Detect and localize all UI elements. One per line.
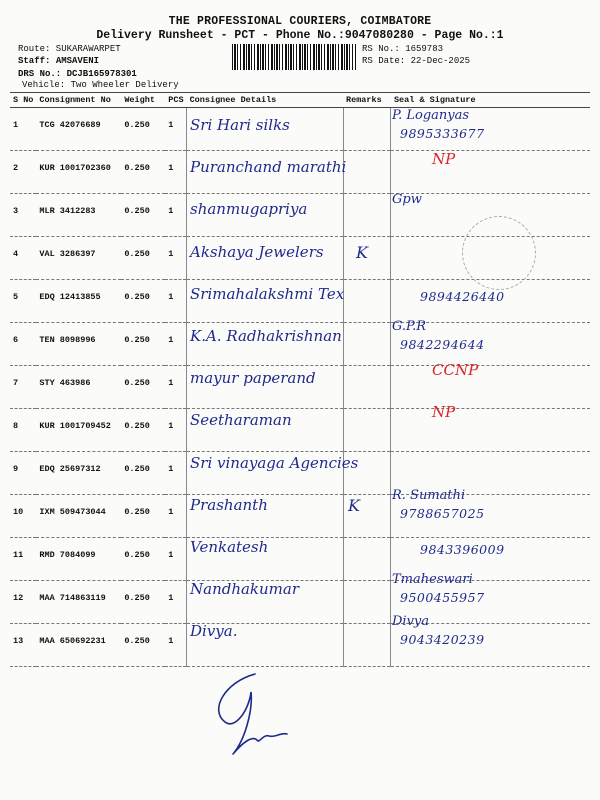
- weight-value: 0.250: [121, 366, 165, 409]
- pcs-value: 1: [165, 495, 186, 538]
- handwritten-signature: CCNP: [432, 361, 479, 380]
- handwritten-phone: 9843396009: [420, 542, 505, 557]
- row-sno: 6: [10, 323, 36, 366]
- col-weight-header: Weight: [121, 93, 165, 108]
- weight-value: 0.250: [121, 495, 165, 538]
- handwritten-signature: NP: [432, 150, 456, 169]
- row-sno: 7: [10, 366, 36, 409]
- handwritten-consignee: Sri Hari silks: [190, 116, 290, 134]
- row-sno: 10: [10, 495, 36, 538]
- handwritten-signature: P. Loganyas: [392, 108, 470, 123]
- col-pcs-header: PCS: [165, 93, 186, 108]
- handwritten-consignee: K.A. Radhakrishnan: [190, 327, 342, 345]
- consignment-number: KUR 1001702360: [36, 151, 121, 194]
- remarks-cell: [343, 323, 391, 366]
- handwritten-signature: NP: [432, 403, 456, 422]
- rs-date: RS Date: 22-Dec-2025: [362, 56, 471, 66]
- pcs-value: 1: [165, 452, 186, 495]
- remarks-cell: [343, 194, 391, 237]
- seal-stamp: [462, 216, 536, 290]
- consignment-number: EDQ 25697312: [36, 452, 121, 495]
- row-sno: 3: [10, 194, 36, 237]
- pcs-value: 1: [165, 366, 186, 409]
- handwritten-phone: 9500455957: [400, 590, 485, 606]
- row-sno: 2: [10, 151, 36, 194]
- weight-value: 0.250: [121, 323, 165, 366]
- weight-value: 0.250: [121, 237, 165, 280]
- handwritten-phone: 9788657025: [400, 505, 485, 521]
- pcs-value: 1: [165, 237, 186, 280]
- col-remarks-header: Remarks: [343, 93, 391, 108]
- consignment-number: MAA 714863119: [36, 581, 121, 624]
- remark-mark: K: [348, 495, 360, 515]
- table-header-row: [10, 93, 590, 108]
- row-sno: 1: [10, 108, 36, 151]
- consignment-number: MLR 3412283: [36, 194, 121, 237]
- pcs-value: 1: [165, 323, 186, 366]
- barcode: [232, 44, 356, 70]
- remark-mark: K: [356, 242, 368, 262]
- remarks-cell: [343, 280, 391, 323]
- remarks-cell: [343, 624, 391, 667]
- table-row: [10, 108, 590, 151]
- col-consignee-header: Consignee Details: [187, 93, 343, 108]
- handwritten-consignee: Puranchand marathi: [190, 158, 347, 177]
- staff-name: AMSAVENI: [55, 56, 100, 66]
- handwritten-consignee: Sri vinayaga Agencies: [190, 453, 359, 472]
- handwritten-signature: Divya: [392, 614, 430, 630]
- row-sno: 13: [10, 624, 36, 667]
- remarks-cell: [343, 538, 391, 581]
- handwritten-consignee: Srimahalakshmi Tex: [190, 284, 345, 303]
- consignment-number: STY 463986: [36, 366, 121, 409]
- row-sno: 12: [10, 581, 36, 624]
- remarks-cell: [343, 151, 391, 194]
- weight-value: 0.250: [121, 151, 165, 194]
- pcs-value: 1: [165, 409, 186, 452]
- col-consignment-header: Consignment No: [36, 93, 121, 108]
- consignment-number: EDQ 12413855: [36, 280, 121, 323]
- weight-value: 0.250: [121, 538, 165, 581]
- remarks-cell: [343, 108, 391, 151]
- remarks-cell: [343, 581, 391, 624]
- consignment-number: TEN 8098996: [36, 323, 121, 366]
- handwritten-signature: R. Sumathi: [392, 487, 466, 503]
- table-row: [10, 495, 590, 538]
- handwritten-consignee: Divya.: [190, 622, 238, 641]
- vehicle-info: Vehicle: Two Wheeler Delivery: [22, 80, 179, 90]
- handwritten-signature: Gpw: [392, 192, 422, 208]
- table-row: [10, 581, 590, 624]
- weight-value: 0.250: [121, 280, 165, 323]
- document-subtitle: Delivery Runsheet - PCT - Phone No.:9047080280 - Page No.:1: [96, 29, 504, 42]
- table-row: [10, 624, 590, 667]
- drs-number: DRS No.: DCJB165978301: [18, 69, 137, 79]
- handwritten-consignee: Venkatesh: [190, 538, 269, 556]
- staff-label: Staff:: [18, 56, 51, 66]
- row-sno: 11: [10, 538, 36, 581]
- handwritten-phone: 9043420239: [400, 632, 485, 648]
- rs-number: RS No.: 1659783: [362, 44, 444, 54]
- consignment-number: VAL 3286397: [36, 237, 121, 280]
- seal-signature-cell: [391, 366, 590, 409]
- col-sno-header: S No: [10, 93, 36, 108]
- handwritten-phone: 9895333677: [400, 126, 485, 141]
- pcs-value: 1: [165, 108, 186, 151]
- consignment-number: KUR 1001709452: [36, 409, 121, 452]
- pcs-value: 1: [165, 624, 186, 667]
- pcs-value: 1: [165, 280, 186, 323]
- weight-value: 0.250: [121, 452, 165, 495]
- pcs-value: 1: [165, 581, 186, 624]
- pcs-value: 1: [165, 538, 186, 581]
- handwritten-phone: 9894426440: [420, 288, 505, 304]
- seal-signature-cell: [391, 151, 590, 194]
- pcs-value: 1: [165, 194, 186, 237]
- weight-value: 0.250: [121, 108, 165, 151]
- consignment-number: IXM 509473044: [36, 495, 121, 538]
- row-sno: 8: [10, 409, 36, 452]
- remarks-cell: [343, 366, 391, 409]
- consignment-number: TCG 42076689: [36, 108, 121, 151]
- weight-value: 0.250: [121, 409, 165, 452]
- document-title: THE PROFESSIONAL COURIERS, COIMBATORE: [168, 15, 432, 28]
- weight-value: 0.250: [121, 581, 165, 624]
- handwritten-phone: 9842294644: [400, 337, 485, 352]
- staff-info: [18, 56, 99, 67]
- col-signature-header: Seal & Signature: [391, 93, 590, 108]
- handwritten-signature: G.P.R: [392, 319, 427, 334]
- handwritten-consignee: shanmugapriya: [190, 200, 308, 219]
- route-info: Route: SUKARAWARPET: [18, 44, 121, 54]
- handwritten-consignee: mayur paperand: [190, 369, 316, 388]
- table-row: [10, 409, 590, 452]
- consignment-number: RMD 7084099: [36, 538, 121, 581]
- remarks-cell: [343, 409, 391, 452]
- weight-value: 0.250: [121, 624, 165, 667]
- handwritten-signature: Tmaheswari: [392, 572, 473, 588]
- row-sno: 5: [10, 280, 36, 323]
- seal-signature-cell: [391, 409, 590, 452]
- consignment-number: MAA 650692231: [36, 624, 121, 667]
- handwritten-consignee: Seetharaman: [190, 411, 292, 430]
- row-sno: 4: [10, 237, 36, 280]
- row-sno: 9: [10, 452, 36, 495]
- pcs-value: 1: [165, 151, 186, 194]
- handwritten-consignee: Nandhakumar: [190, 580, 300, 599]
- handwritten-consignee: Akshaya Jewelers: [190, 242, 324, 261]
- staff-signature: [205, 670, 315, 760]
- handwritten-consignee: Prashanth: [190, 495, 268, 514]
- weight-value: 0.250: [121, 194, 165, 237]
